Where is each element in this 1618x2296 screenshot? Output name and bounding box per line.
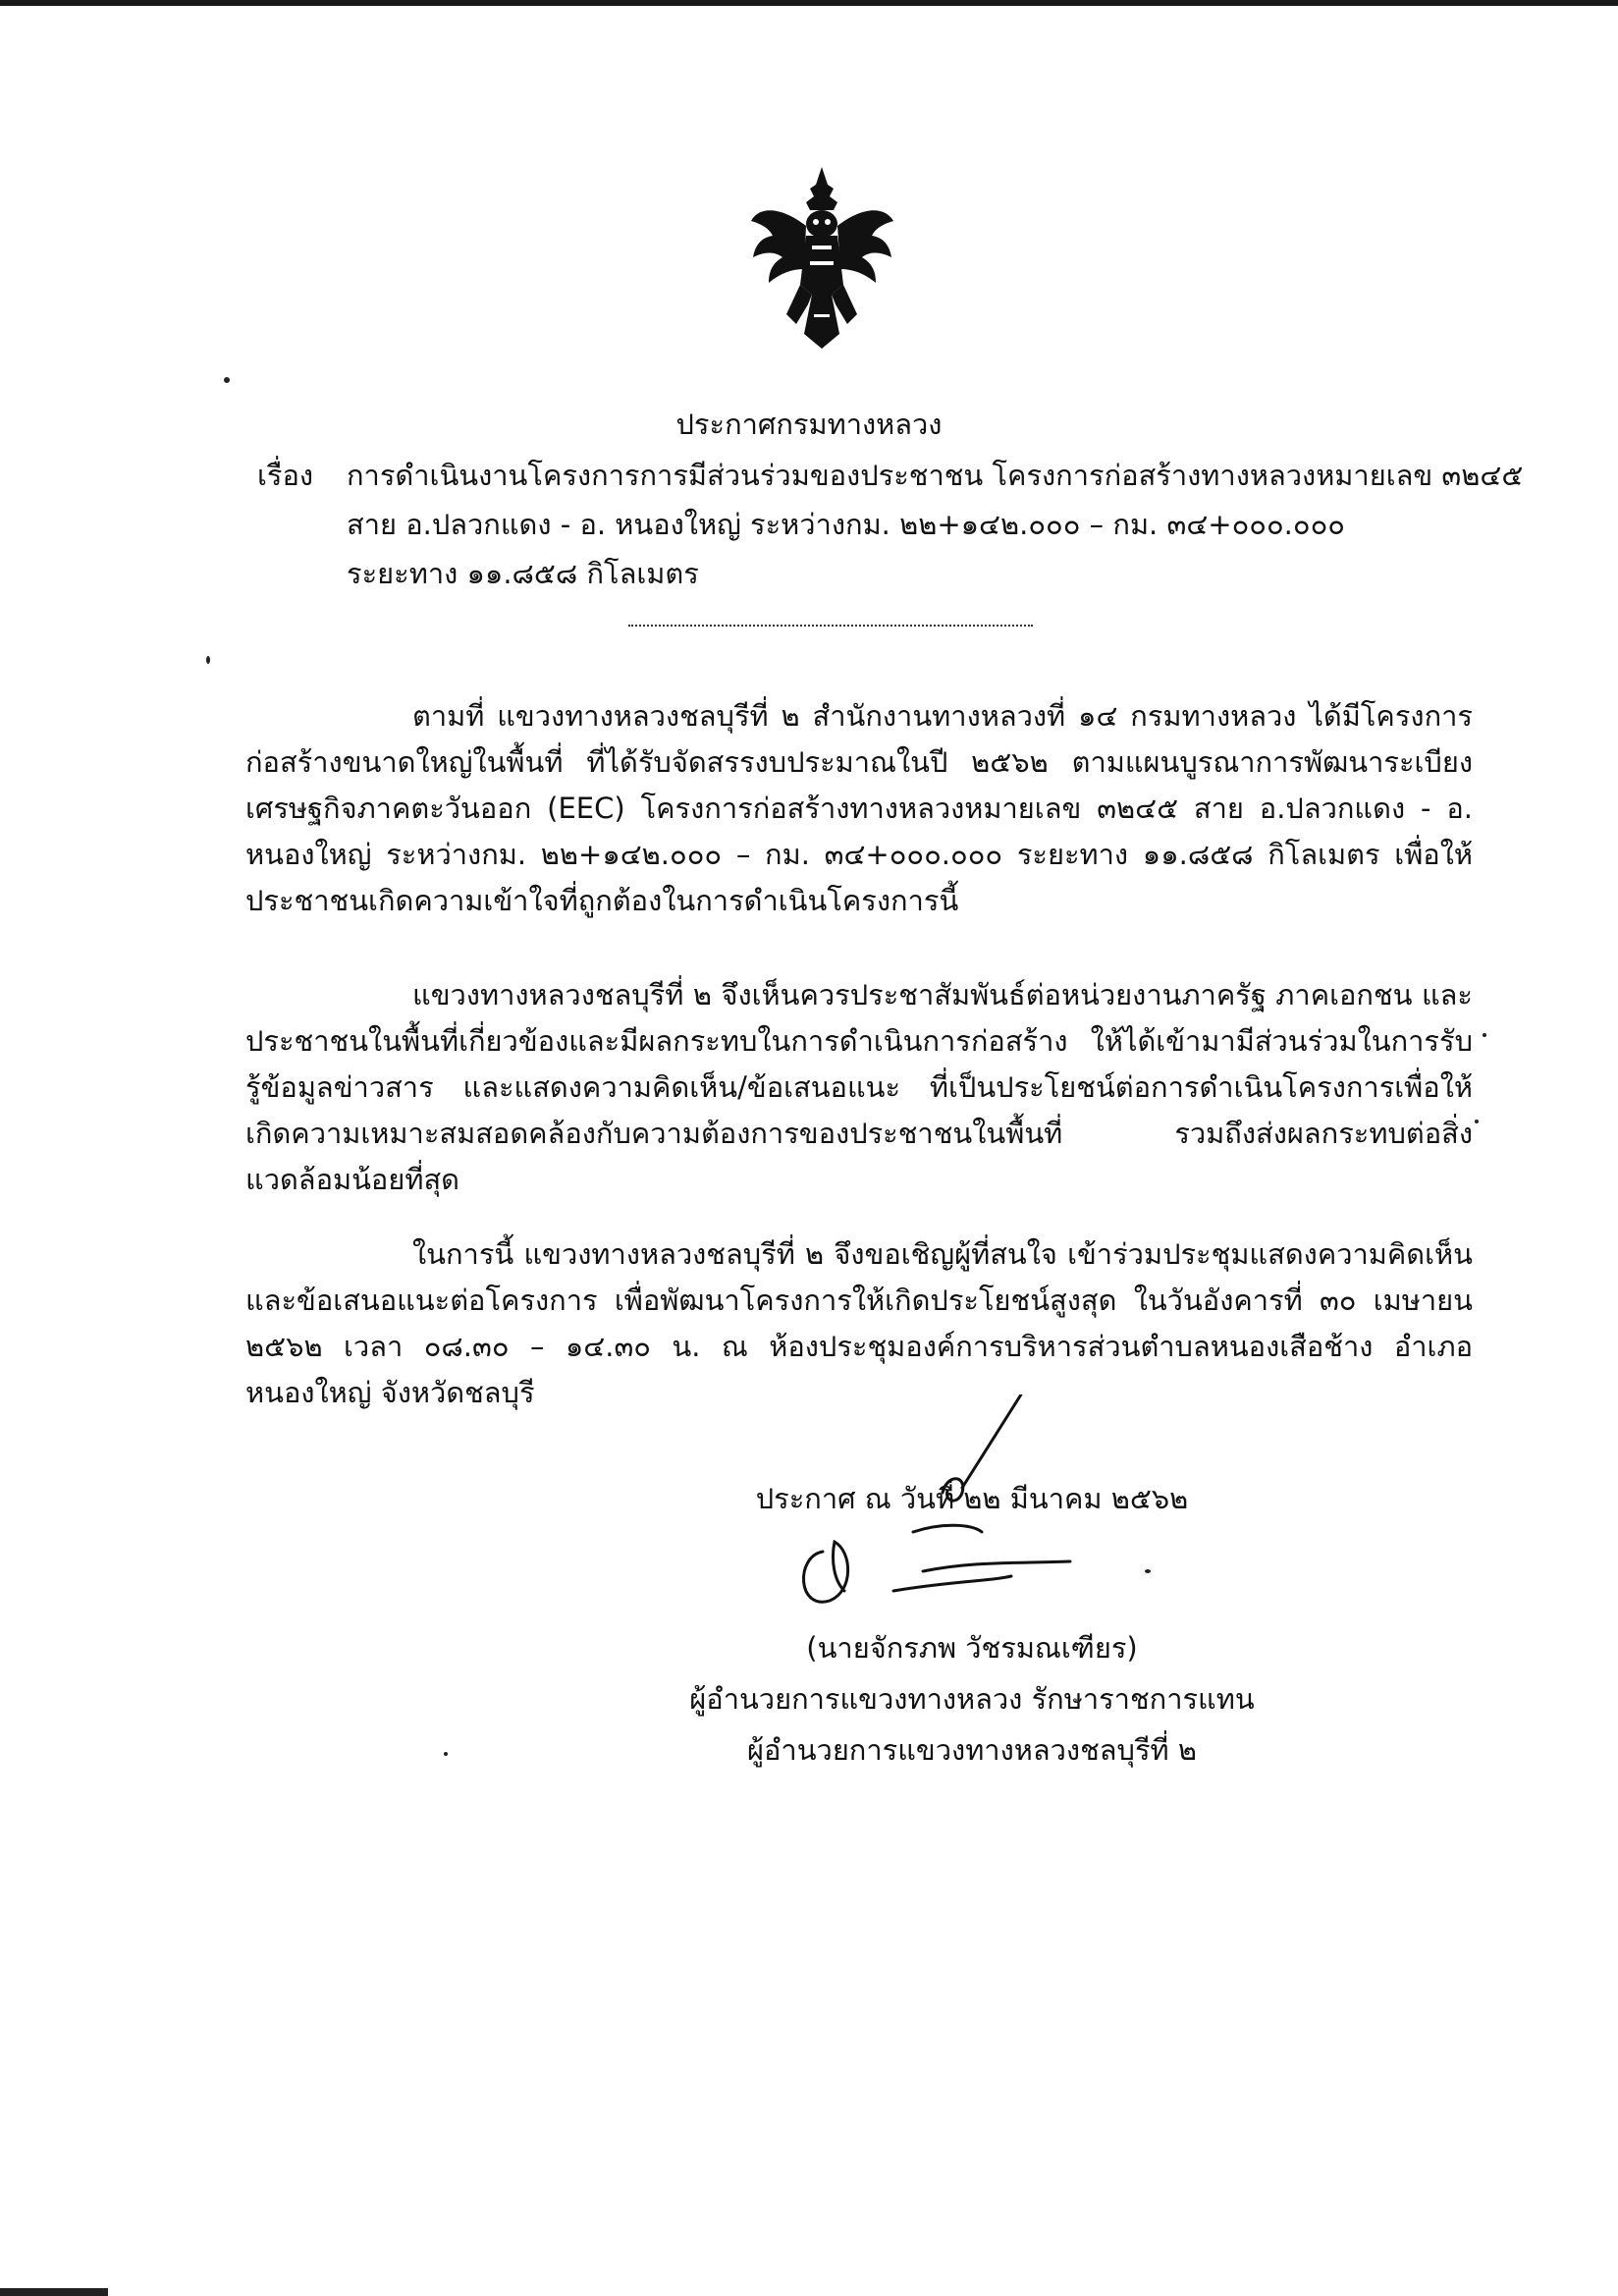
- scan-speck: [1483, 1033, 1486, 1037]
- subject-line-1: การดำเนินงานโครงการการมีส่วนร่วมของประชาชน โครงการก่อสร้างทางหลวงหมายเลข ๓๒๔๕: [347, 459, 1524, 492]
- subject-line-2: สาย อ.ปลวกแดง - อ. หนองใหญ่ ระหว่างกม. ๒๒+๑๔๒.๐๐๐ – กม. ๓๔+๐๐๐.๐๐๐: [347, 508, 1345, 541]
- body-paragraph-2: [245, 972, 1473, 1203]
- paragraph-text: ตามที่ แขวงทางหลวงชลบุรีที่ ๒ สำนักงานทางหลวงที่ ๑๔ กรมทางหลวง ได้มีโครงการก่อสร้างขนาดใหญ่ในพื้นที่ ที่ได้รับจัดสรรงบประมาณในปี ๒๕๖๒ ตามแผนบูรณาการพัฒนาระเบียงเศรษฐกิจภาคตะวันออก (EEC) โครงการก่อสร้างทางหลวงหมายเลข ๓๒๔๕ สาย อ.ปลวกแดง - อ. หนองใหญ่ ระหว่างกม. ๒๒+๑๔๒.๐๐๐ – กม. ๓๔+๐๐๐.๐๐๐ ระยะทาง ๑๑.๘๕๘ กิโลเมตร เพื่อให้ประชาชนเกิดความเข้าใจที่ถูกต้องในการดำเนินโครงการนี้: [245, 699, 1473, 917]
- announcement-date: ประกาศ ณ วันที่ ๒๒ มีนาคม ๒๕๖๒: [755, 1482, 1189, 1515]
- subject-line-3: ระยะทาง ๑๑.๘๕๘ กิโลเมตร: [347, 557, 699, 590]
- signer-position-2: ผู้อำนวยการแขวงทางหลวงชลบุรีที่ ๒: [747, 1733, 1197, 1767]
- body-paragraph-1: [245, 693, 1473, 924]
- paragraph-text: แขวงทางหลวงชลบุรีที่ ๒ จึงเห็นควรประชาสัมพันธ์ต่อหน่วยงานภาครัฐ ภาคเอกชน และประชาชนในพื้นที่เกี่ยวข้องและมีผลกระทบในการดำเนินการก่อสร้าง ให้ได้เข้ามามีส่วนร่วมในการรับรู้ข้อมูลข่าวสาร และแสดงความคิดเห็น/ข้อเสนอแนะ ที่เป็นประโยชน์ต่อการดำเนินโครงการเพื่อให้เกิดความเหมาะสมสอดคล้องกับความต้องการของประชาชนในพื้นที่ รวมถึงส่งผลกระทบต่อสิ่งแวดล้อมน้อยที่สุด: [245, 978, 1473, 1196]
- signer-name: (นายจักรภพ วัชรมณเฑียร): [806, 1631, 1138, 1665]
- garuda-emblem-icon: [751, 167, 893, 349]
- paragraph-text: ในการนี้ แขวงทางหลวงชลบุรีที่ ๒ จึงขอเชิญผู้ที่สนใจ เข้าร่วมประชุมแสดงความคิดเห็นและข้อเสนอแนะต่อโครงการ เพื่อพัฒนาโครงการให้เกิดประโยชน์สูงสุด ในวันอังคารที่ ๓๐ เมษายน ๒๕๖๒ เวลา ๐๘.๓๐ – ๑๔.๓๐ น. ณ ห้องประชุมองค์การบริหารส่วนตำบลหนองเสือช้าง อำเภอหนองใหญ่ จังหวัดชลบุรี: [245, 1237, 1473, 1409]
- scan-speck: [224, 377, 230, 383]
- footer-scan-mark: [0, 2288, 108, 2296]
- dotted-separator: [628, 625, 1033, 627]
- document-title: ประกาศกรมทางหลวง: [675, 408, 943, 441]
- body-paragraph-3: [245, 1231, 1473, 1416]
- scan-speck: [1475, 1120, 1479, 1123]
- top-border-rule: [0, 0, 1618, 6]
- scan-speck: [1145, 1569, 1151, 1573]
- scan-speck: [206, 656, 210, 664]
- subject-label: เรื่อง: [257, 459, 314, 492]
- scan-speck: [444, 1752, 448, 1756]
- signer-position-1: ผู้อำนวยการแขวงทางหลวง รักษาราชการแทน: [689, 1682, 1255, 1716]
